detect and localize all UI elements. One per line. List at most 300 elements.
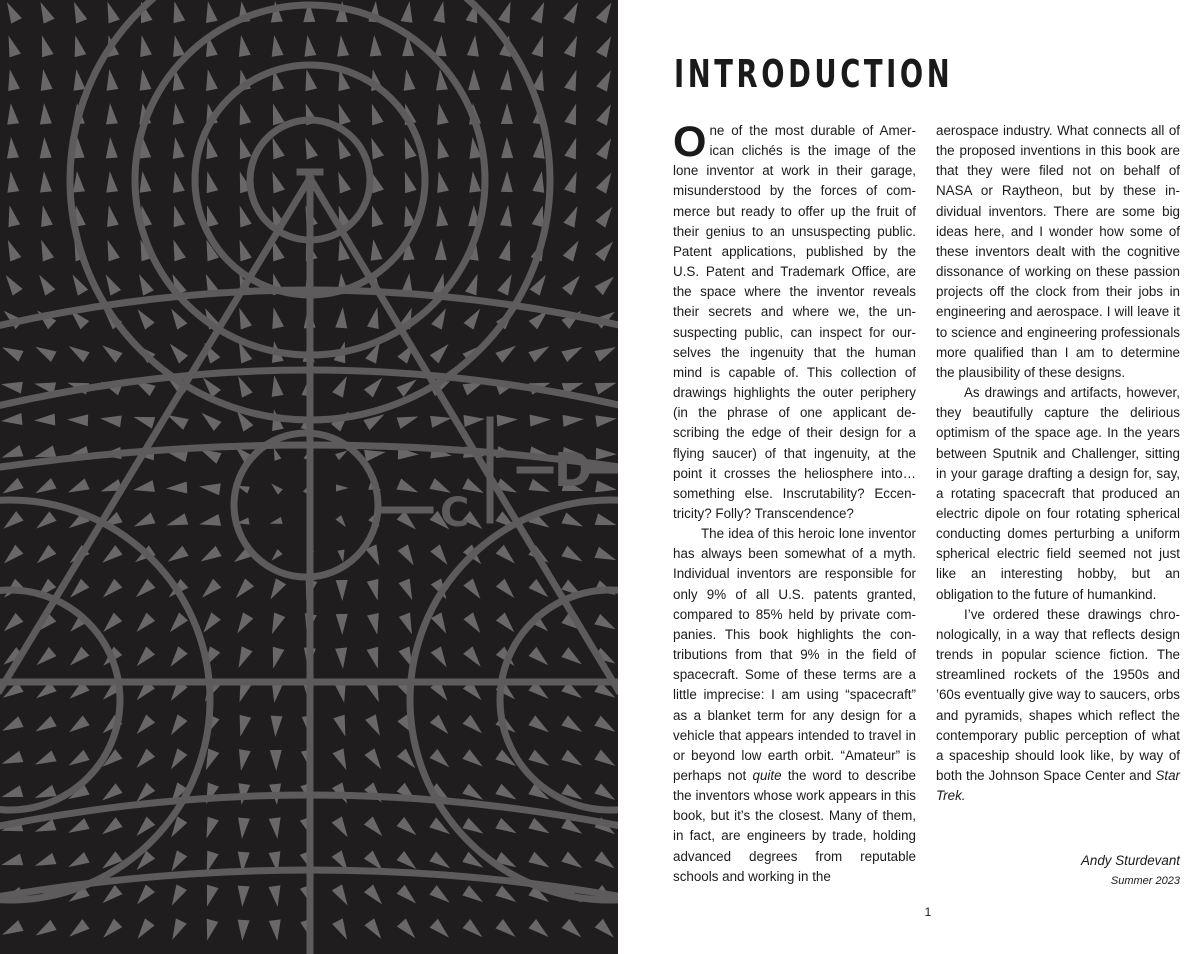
field-arrow	[561, 647, 585, 669]
field-arrow	[99, 817, 123, 839]
field-arrow	[32, 716, 56, 737]
field-arrow	[99, 885, 123, 908]
field-arrow	[0, 511, 24, 533]
field-arrow	[99, 783, 123, 805]
field-arrow	[132, 613, 155, 637]
field-arrow	[4, 204, 21, 227]
field-arrow	[32, 341, 56, 362]
field-arrow	[396, 817, 420, 840]
field-arrow	[0, 413, 22, 427]
field-arrow	[0, 378, 23, 393]
field-arrow	[564, 34, 583, 58]
field-arrow	[0, 785, 23, 802]
field-arrow	[596, 135, 616, 159]
field-arrow	[2, 238, 21, 262]
field-arrow	[302, 34, 317, 56]
field-arrow	[268, 374, 283, 397]
field-arrow	[561, 546, 585, 567]
field-arrow	[463, 715, 487, 738]
page-title: INTRODUCTION	[674, 52, 954, 96]
field-arrow	[366, 204, 383, 227]
field-arrow	[563, 237, 584, 261]
italic-text: quite	[752, 768, 782, 783]
field-arrow	[332, 816, 353, 840]
field-arrow	[65, 818, 89, 838]
field-arrow	[166, 305, 187, 329]
field-arrow	[169, 34, 185, 57]
field-arrow	[332, 373, 352, 397]
field-arrow	[397, 511, 420, 534]
field-arrow	[134, 271, 154, 295]
field-arrow	[99, 919, 122, 942]
field-arrow	[431, 612, 452, 636]
field-arrow	[267, 102, 284, 126]
field-arrow	[132, 749, 155, 773]
field-arrow	[462, 919, 486, 942]
field-arrow	[168, 238, 186, 262]
field-arrow	[164, 546, 188, 567]
paragraph	[673, 524, 916, 887]
field-arrow	[365, 714, 385, 738]
field-arrow	[132, 715, 155, 739]
paragraph-text: I’ve ordered these drawings chronologically, in a way that reflects design trends in popular science fiction. The streamlined rockets of the 1950s and ’60s eventually give way to saucers, orbs and pyramids, shapes which reflect the contemporary public perception of what a spaceship should look like, by way of both the Johnson Space Center and	[936, 606, 1180, 783]
paragraph-text: aerospace industry. What connects all of the proposed inventions in this book are that they were filed not on behalf of NASA or Raytheon, but by these individual inventors. There are some big ideas here, and I wonder how some of these inventors dealt with the cognitive dissonance of working on these passion projects off the clock from their jobs in engineering and aerospace. I will leave it to science and engineering professionals more qualified than I am to determine the plausibility of these designs.	[936, 123, 1180, 380]
field-arrow	[198, 481, 220, 496]
field-arrow	[595, 413, 617, 428]
label-d: D	[554, 443, 593, 497]
field-arrow	[202, 68, 218, 91]
field-arrow	[495, 818, 519, 839]
field-arrow	[496, 545, 519, 568]
field-arrow	[400, 68, 415, 91]
field-arrow	[132, 512, 156, 532]
field-arrow	[333, 170, 352, 194]
field-arrow	[66, 919, 90, 941]
field-arrow	[32, 478, 56, 498]
field-arrow	[564, 102, 582, 126]
field-arrow	[496, 613, 519, 637]
field-arrow	[32, 750, 56, 770]
field-arrow	[500, 69, 514, 91]
field-arrow	[235, 715, 252, 738]
field-arrow	[529, 647, 553, 670]
field-arrow	[235, 749, 251, 772]
field-arrow	[332, 884, 353, 908]
field-arrow	[495, 784, 519, 805]
signature-date: Summer 2023	[1110, 875, 1180, 887]
field-arrow	[5, 136, 19, 158]
field-arrow	[435, 35, 448, 56]
field-arrow	[528, 715, 552, 737]
field-arrow	[364, 374, 387, 398]
field-arrow	[165, 513, 189, 531]
field-arrow	[563, 413, 585, 427]
field-arrow	[0, 545, 23, 568]
field-arrow	[596, 169, 617, 193]
field-arrow	[561, 750, 585, 771]
field-arrow	[335, 647, 349, 669]
field-arrow	[165, 340, 188, 364]
field-arrow	[269, 549, 283, 563]
field-arrow	[234, 306, 252, 330]
field-arrow	[501, 103, 513, 124]
field-arrow	[496, 579, 519, 603]
field-arrow	[594, 547, 618, 566]
field-arrow	[33, 853, 57, 872]
field-arrow	[34, 414, 56, 427]
field-arrow	[501, 137, 513, 158]
field-arrow	[530, 413, 552, 426]
paragraph-text: As drawings and artifacts, however, they beautifully capture the delirious optimism of the space age. In the years between Sputnik and Challenger, sitting in your garage drafting a design for, say, a rotating spacecraft that produced an electric dipole on four rotating spherical conducting domes perturbing a uniform spherical electric field seemed not just like an interesting hobby, but an obligation to the future of humankind.	[936, 385, 1180, 602]
field-arrow	[234, 238, 252, 262]
field-arrow	[2, 0, 22, 24]
field-arrow	[462, 749, 486, 771]
field-arrow	[99, 412, 121, 427]
field-arrow	[65, 852, 89, 872]
field-arrow	[37, 68, 52, 91]
field-arrow	[561, 852, 585, 873]
field-arrow	[564, 68, 582, 92]
field-arrow	[529, 579, 553, 602]
field-arrow	[267, 170, 285, 194]
field-arrow	[595, 480, 618, 495]
field-arrow	[3, 34, 21, 58]
field-arrow	[595, 377, 618, 395]
field-arrow	[595, 238, 618, 262]
field-arrow	[166, 646, 188, 670]
field-arrow	[65, 750, 89, 771]
field-arrow	[169, 0, 186, 23]
field-arrow	[132, 411, 156, 428]
field-arrow	[528, 852, 552, 873]
field-arrow	[463, 578, 485, 602]
field-arrow	[498, 0, 516, 23]
field-arrow	[70, 68, 85, 91]
field-arrow	[564, 170, 582, 194]
field-arrow	[563, 0, 583, 24]
field-arrow	[270, 750, 282, 771]
field-arrow	[102, 238, 120, 262]
field-arrow	[233, 646, 253, 670]
field-arrow	[67, 271, 88, 295]
field-arrow	[267, 647, 284, 670]
field-arrow	[301, 68, 318, 91]
paragraph	[673, 118, 916, 524]
field-arrow	[132, 884, 155, 908]
field-arrow	[561, 715, 585, 737]
field-arrow	[269, 517, 283, 527]
field-arrow	[500, 204, 514, 226]
field-arrow	[467, 170, 481, 192]
field-arrow	[132, 480, 155, 496]
field-arrow	[499, 238, 516, 261]
field-arrow	[497, 271, 517, 295]
field-arrow	[596, 448, 617, 460]
field-arrow	[397, 885, 421, 908]
field-arrow	[169, 102, 184, 125]
field-arrow	[67, 414, 88, 427]
paragraph-text: ne of the most durable of American clichés is the image of the lone inventor at work in their garage, misunderstood by the forces of commerce but ready to offer up the fruit of their genius to an unsuspecting public. Patent applications, published by the U.S. Patent and Trademark Office, are the space where the inventor reveals their secrets and where we, the unsuspecting public, can inspect for ourselves the ingenuity that the human mind is capable of. This collection of drawings highlights the outer periphery (in the phrase of one applicant describing the edge of their design for a flying saucer) of that ingenuity, at the point it crosses the heliosphere into… something else. Inscrutability? Eccentricity? Folly? Transcendence?	[673, 123, 916, 521]
field-arrow	[463, 413, 485, 427]
field-arrow	[166, 482, 188, 495]
field-arrow	[364, 918, 386, 942]
field-arrow	[165, 613, 188, 637]
field-arrow	[132, 647, 155, 671]
field-arrow	[364, 884, 387, 908]
field-arrow	[596, 0, 617, 24]
text-column-right	[936, 121, 1180, 806]
field-arrow	[166, 884, 187, 908]
field-arrow	[336, 614, 349, 635]
field-arrow	[268, 34, 283, 57]
field-arrow	[66, 579, 89, 602]
field-arrow	[0, 716, 24, 736]
field-arrow	[198, 579, 221, 602]
field-arrow	[269, 919, 284, 941]
field-arrow	[429, 851, 453, 873]
field-arrow	[233, 373, 253, 397]
field-arrow	[38, 170, 52, 192]
field-arrow	[269, 716, 282, 738]
field-arrow	[594, 342, 618, 362]
field-arrow	[169, 136, 184, 159]
field-arrow	[5, 170, 20, 192]
field-arrow	[336, 580, 349, 601]
paragraph-text: The idea of this heroic lone inventor has always been somewhat of a myth. Individual inventors are responsible for only 9% of all U.S. patents granted, compared to 85% held by private companies. This book highlights the contributions from that 9% in the field of spacecraft. Some of these terms are a little imprecise: I am using “spacecraft” as a blanket term for any design for a vehicle that appears intended to travel in or beyond low earth orbit. “Amateur” is perhaps not	[673, 526, 916, 783]
field-arrow	[99, 613, 122, 636]
field-arrow	[596, 33, 616, 57]
field-arrow	[430, 749, 454, 772]
field-arrow	[198, 408, 222, 431]
field-arrow	[430, 340, 453, 363]
field-arrow	[266, 612, 285, 636]
field-arrow	[433, 0, 449, 23]
field-arrow	[100, 271, 121, 295]
field-arrow	[232, 612, 253, 636]
field-arrow	[367, 238, 382, 261]
field-arrow	[367, 306, 383, 329]
field-arrow	[99, 341, 123, 363]
field-arrow	[528, 919, 552, 942]
field-arrow	[433, 136, 450, 159]
field-arrow	[528, 341, 552, 362]
text-column-left	[673, 118, 916, 887]
drop-cap: O	[673, 118, 707, 166]
field-arrow	[198, 514, 221, 530]
field-arrow	[364, 748, 386, 772]
field-arrow	[332, 748, 351, 772]
field-arrow	[529, 479, 553, 498]
field-arrow	[561, 512, 585, 532]
field-arrow	[103, 204, 119, 227]
field-arrow	[1, 272, 23, 296]
field-arrow	[465, 272, 483, 296]
field-arrow	[561, 341, 585, 362]
field-arrow	[562, 272, 585, 296]
field-arrow	[201, 919, 218, 942]
field-arrow	[335, 307, 349, 329]
field-arrow	[365, 544, 385, 568]
field-arrow	[364, 817, 387, 841]
field-arrow	[430, 544, 452, 568]
field-arrow	[197, 546, 221, 567]
field-arrow	[0, 920, 24, 940]
field-arrow	[367, 579, 384, 602]
page-number: 1	[924, 905, 932, 919]
field-arrow	[335, 515, 348, 529]
field-arrow	[36, 34, 53, 58]
field-arrow	[5, 102, 19, 124]
field-arrow	[133, 918, 155, 942]
field-arrow	[528, 818, 552, 839]
field-arrow	[268, 306, 284, 329]
field-arrow	[396, 479, 420, 498]
field-arrow	[528, 750, 552, 771]
field-arrow	[332, 918, 352, 942]
field-arrow	[269, 885, 284, 908]
field-arrow	[562, 919, 586, 942]
field-arrow	[234, 136, 251, 159]
field-arrow	[33, 545, 57, 568]
field-arrow	[104, 102, 118, 124]
field-arrow	[399, 613, 418, 637]
field-arrow	[596, 67, 616, 91]
field-arrow	[38, 137, 51, 159]
field-arrow	[333, 715, 351, 739]
field-arrow	[595, 272, 618, 295]
field-arrow	[68, 0, 87, 24]
author-signature: Andy Sturdevant	[1080, 853, 1180, 868]
field-arrow	[0, 445, 23, 463]
field-arrow	[133, 306, 155, 330]
field-arrow	[563, 204, 583, 228]
field-arrow	[463, 612, 485, 636]
field-arrow	[594, 614, 618, 635]
field-arrow	[202, 170, 219, 193]
field-arrow	[33, 511, 57, 533]
field-arrow	[333, 102, 351, 126]
field-arrow	[495, 919, 519, 942]
field-arrow	[102, 0, 120, 23]
field-arrow	[564, 136, 582, 160]
field-arrow	[430, 715, 453, 739]
field-arrow	[337, 549, 346, 563]
field-arrow	[0, 613, 23, 636]
field-arrow	[104, 170, 118, 192]
field-arrow	[463, 646, 485, 670]
paragraph	[936, 383, 1180, 605]
field-arrow	[531, 34, 548, 58]
field-arrow	[495, 341, 519, 363]
field-arrow	[104, 137, 118, 159]
field-arrow	[431, 646, 452, 670]
field-arrow	[236, 817, 250, 839]
field-arrow	[397, 919, 420, 943]
field-arrow	[434, 204, 449, 226]
field-arrow	[495, 886, 519, 908]
field-arrow	[333, 136, 352, 160]
label-c: C	[440, 490, 470, 536]
field-arrow	[398, 544, 419, 568]
field-arrow	[430, 919, 453, 942]
field-arrow	[201, 817, 219, 841]
field-arrow	[435, 239, 447, 260]
text-page	[618, 0, 1200, 954]
field-arrow	[467, 34, 481, 56]
field-arrow	[594, 716, 618, 737]
field-arrow	[269, 481, 283, 495]
field-arrow	[399, 170, 416, 194]
field-arrow	[366, 102, 384, 126]
field-arrow	[99, 545, 123, 567]
italic-text: Star Trek.	[936, 768, 1180, 804]
field-arrow	[429, 885, 453, 907]
field-arrow	[169, 170, 185, 193]
field-arrow	[32, 920, 56, 941]
field-arrow	[99, 579, 123, 602]
field-arrow	[336, 484, 349, 491]
field-arrow	[166, 714, 188, 738]
field-arrow	[0, 342, 24, 362]
field-arrow	[33, 647, 57, 670]
field-arrow	[34, 271, 55, 295]
field-arrow	[235, 34, 250, 57]
field-arrow	[501, 171, 513, 192]
field-arrow	[0, 478, 24, 499]
field-arrow	[594, 783, 618, 805]
field-arrow	[231, 579, 254, 603]
field-arrow	[103, 68, 118, 91]
field-arrow	[335, 34, 349, 56]
field-arrow	[235, 102, 252, 125]
field-arrow	[136, 34, 152, 57]
field-arrow	[236, 886, 249, 908]
paragraph	[936, 121, 1180, 383]
field-arrow	[166, 748, 188, 772]
field-arrow	[4, 68, 20, 91]
field-arrow	[0, 751, 23, 770]
field-arrow	[167, 918, 187, 942]
field-arrow	[69, 34, 86, 57]
field-arrow	[269, 817, 284, 839]
field-arrow	[37, 204, 53, 227]
field-arrow	[38, 103, 52, 125]
field-arrow	[595, 204, 617, 228]
field-arrow	[236, 920, 249, 942]
field-arrow	[433, 102, 449, 125]
field-arrow	[201, 885, 218, 909]
field-arrow	[594, 851, 618, 873]
field-arrow	[202, 0, 218, 23]
field-arrow	[433, 170, 449, 193]
field-arrow	[136, 68, 151, 91]
field-arrow	[468, 69, 480, 90]
field-arrow	[66, 478, 90, 498]
field-arrow	[401, 0, 416, 22]
field-arrow	[367, 613, 383, 636]
field-arrow	[532, 170, 547, 193]
field-arrow	[168, 204, 185, 227]
field-arrow	[36, 238, 55, 262]
field-arrow	[132, 579, 156, 602]
field-arrow	[300, 136, 318, 160]
field-arrow	[462, 885, 486, 907]
paragraph-text: the word to describe the inventors whose work appears in this book, but it’s the closest. Many of them, in fact, are engineers by trade, holding advanced degrees from reputable schools and working in the	[673, 768, 916, 884]
field-arrow	[367, 647, 384, 670]
field-arrow	[596, 101, 616, 125]
field-arrow	[66, 715, 90, 737]
field-arrow	[595, 919, 618, 942]
